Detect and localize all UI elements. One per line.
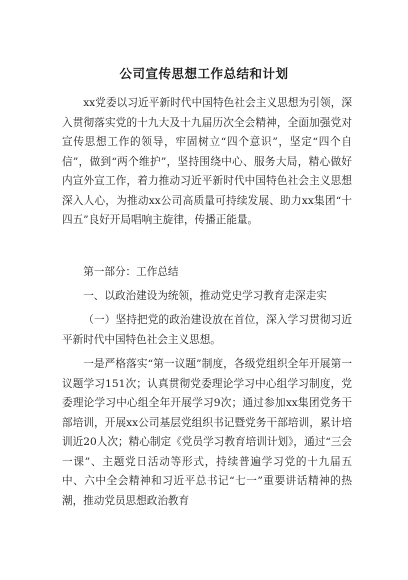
body-paragraph-1: 一是严格落实“第一议题”制度，各级党组织全年开展第一议题学习151次；认真贯彻党委理论学习中心组学习制度，党委理论学习中心组全年开展学习9次；通过参加xx集团党务干部培训，开展xx公司基层党组织书记暨党务干部培训，累计培训近20人次；精心制定《党员学习教育培训计划》，通过“三会一课”、主题党日活动等形式，持续普遍学习党的十九届五中、六中全会精神和习近平总书记“七一”重要讲话精神的热潮，推动党员思想政治教育 — [62, 358, 352, 507]
section-heading: 第一部分：工作总结 — [83, 266, 179, 278]
subheading-1: 一、以政治建设为统领，推动党史学习教育走深走实 — [83, 290, 327, 302]
subheading-2: （一）坚持把党的政治建设放在首位，深入学习贯彻习近平新时代中国特色社会主义思想。 — [62, 314, 352, 346]
document-title: 公司宣传思想工作总结和计划 — [119, 66, 289, 81]
intro-paragraph: xx党委以习近平新时代中国特色社会主义思想为引领，深入贯彻落实党的十九大及十九届历次全会精神，全面加强党对宣传思想工作的领导，牢固树立“四个意识”，坚定“四个自信”，做到“两个维护”，坚持围绕中心、服务大局，精心做好内宣外宣工作，着力推动习近平新时代中国特色社会主义思想深入人心，为推动xx公司高质量可持续发展、助力xx集团“十四五”良好开局唱响主旋律，传播正能量。 — [62, 97, 352, 226]
